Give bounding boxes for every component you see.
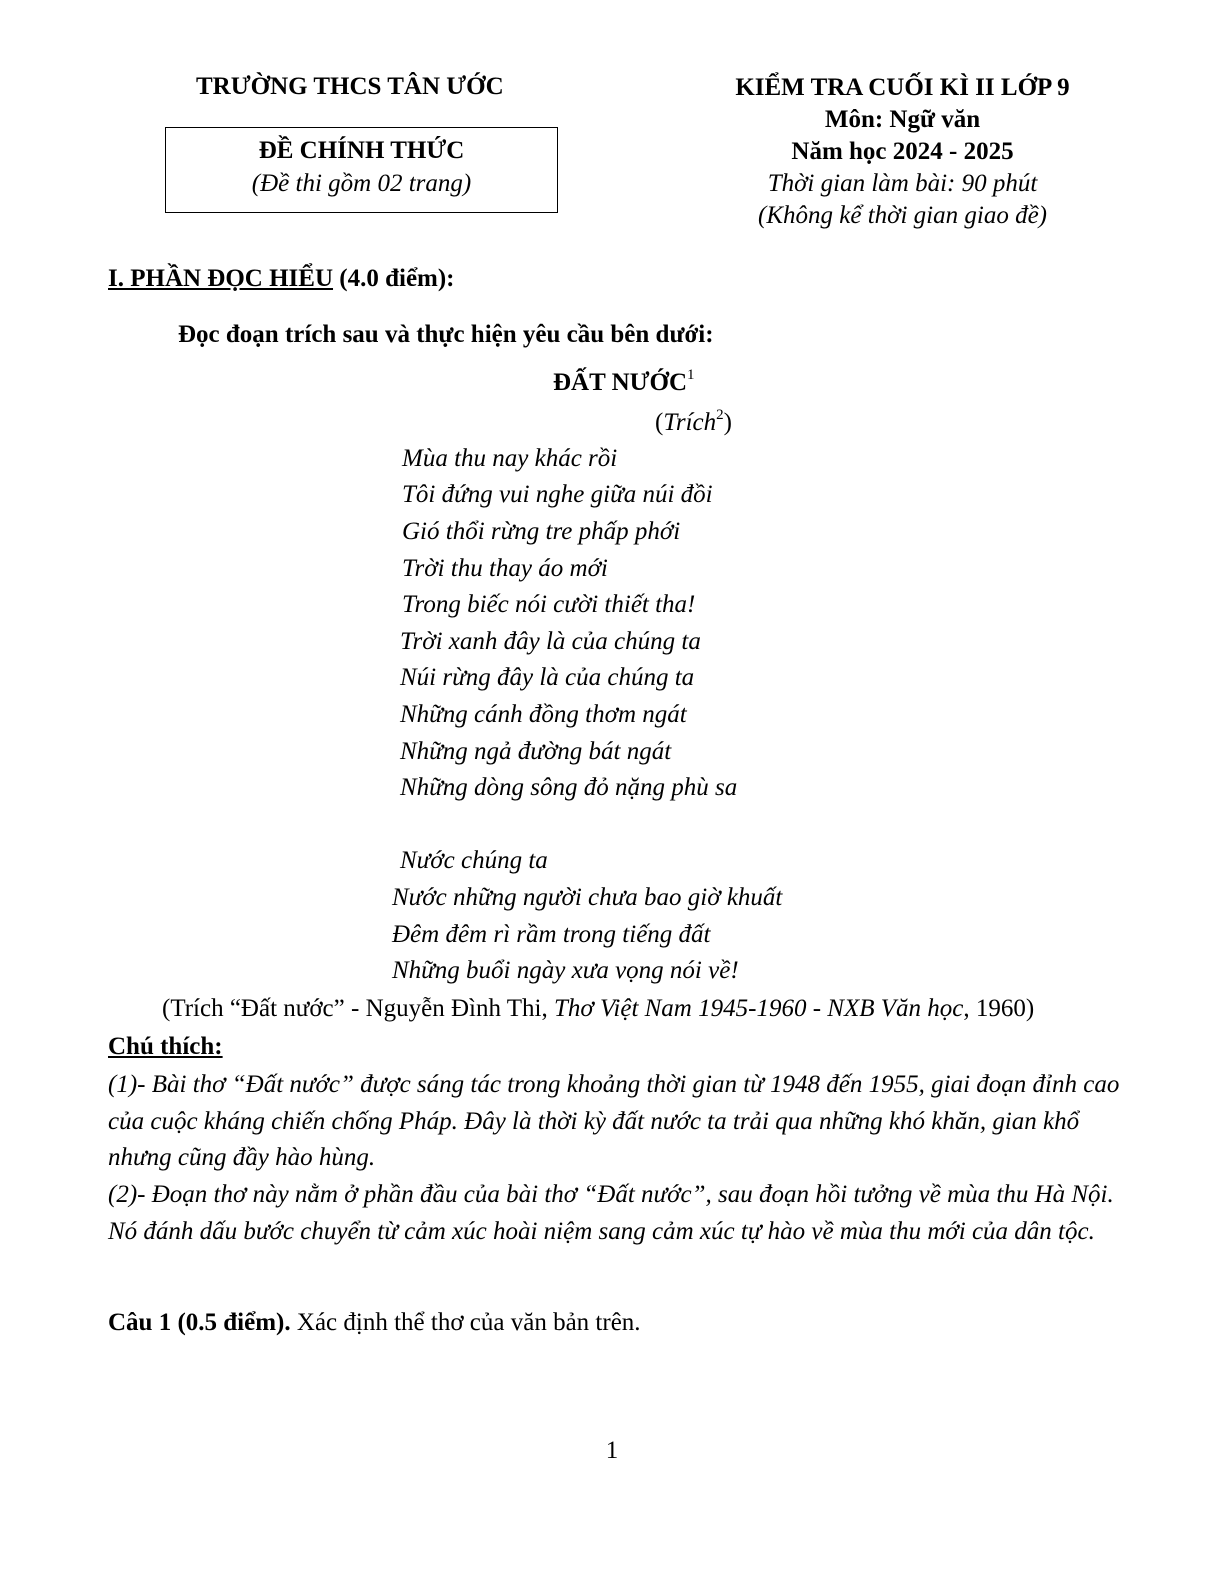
footnote-1: (1)- Bài thơ “Đất nước” được sáng tác trong khoảng thời gian từ 1948 đến 1955, giai đoạn đỉnh cao của cuộc kháng chiến chống Pháp. Đây là thời kỳ đất nước ta trải qua những khó khăn, gian khổ nhưng cũng đầy hào hùng. (108, 1071, 1120, 1171)
section-title: I. PHẦN ĐỌC HIỂU (108, 265, 334, 292)
section-points: (4.0 điểm): (333, 265, 455, 292)
question-1-text: Xác định thể thơ của văn bản trên. (290, 1309, 641, 1336)
poem-line: Gió thổi rừng tre phấp phới (402, 518, 681, 545)
question-1 (108, 1308, 641, 1338)
reading-instruction: Đọc đoạn trích sau và thực hiện yêu cầu bên dưới: (178, 321, 714, 348)
poem-line: Trời thu thay áo mới (402, 555, 608, 582)
poem-line: Núi rừng đây là của chúng ta (400, 664, 695, 691)
poem-line: Trong biếc nói cười thiết tha! (402, 591, 696, 618)
question-1-label: Câu 1 (0.5 điểm). (108, 1309, 291, 1336)
school-year: Năm học 2024 - 2025 (791, 138, 1014, 165)
exam-title: KIỂM TRA CUỐI KÌ II LỚP 9 (735, 74, 1070, 101)
poem-line: Đêm đêm rì rầm trong tiếng đất (392, 921, 711, 948)
poem-line: Tôi đứng vui nghe giữa núi đồi (402, 481, 713, 508)
footnote-ref-2: 2 (716, 407, 724, 423)
poem-excerpt-label: (Trích$^2$) (655, 407, 732, 436)
exam-duration: Thời gian làm bài: 90 phút (767, 170, 1038, 197)
exam-info (640, 72, 1165, 232)
poem-line: Mùa thu nay khác rồi (402, 445, 618, 472)
footnote-ref-1: 1 (687, 367, 695, 383)
poem-line: Nước chúng ta (400, 847, 548, 874)
poem-line: Những buổi ngày xưa vọng nói về! (392, 957, 739, 984)
duration-note: (Không kể thời gian giao đề) (758, 202, 1047, 229)
poem-source: (Trích “Đất nước” - Nguyễn Đình Thi, Thơ Việt Nam 1945-1960 - NXB Văn học, 1960) (162, 995, 1035, 1022)
page-number: 1 (605, 1437, 619, 1464)
page-count-note: (Đề thi gồm 02 trang) (251, 170, 472, 197)
poem-line: Những ngả đường bát ngát (400, 738, 672, 765)
school-name: TRƯỜNG THCS TÂN ƯỚC (196, 73, 504, 100)
subject: Môn: Ngữ văn (824, 106, 981, 133)
poem-title: ĐẤT NƯỚC$^1$ (553, 367, 695, 396)
section-heading (108, 264, 455, 294)
poem-line: Nước những người chưa bao giờ khuất (392, 884, 783, 911)
poem-line: Những cánh đồng thơm ngát (400, 701, 687, 728)
poem-line: Trời xanh đây là của chúng ta (400, 628, 701, 655)
footnote-2: (2)- Đoạn thơ này nằm ở phần đầu của bài thơ “Đất nước”, sau đoạn hồi tưởng về mùa thu Hà Nội. Nó đánh dấu bước chuyển từ cảm xúc hoài niệm sang cảm xúc tự hào về mùa thu mới của dân tộc. (108, 1181, 1114, 1245)
official-label: ĐỀ CHÍNH THỨC (258, 137, 465, 164)
notes-heading: Chú thích: (108, 1033, 223, 1060)
poem-line: Những dòng sông đỏ nặng phù sa (400, 774, 738, 801)
